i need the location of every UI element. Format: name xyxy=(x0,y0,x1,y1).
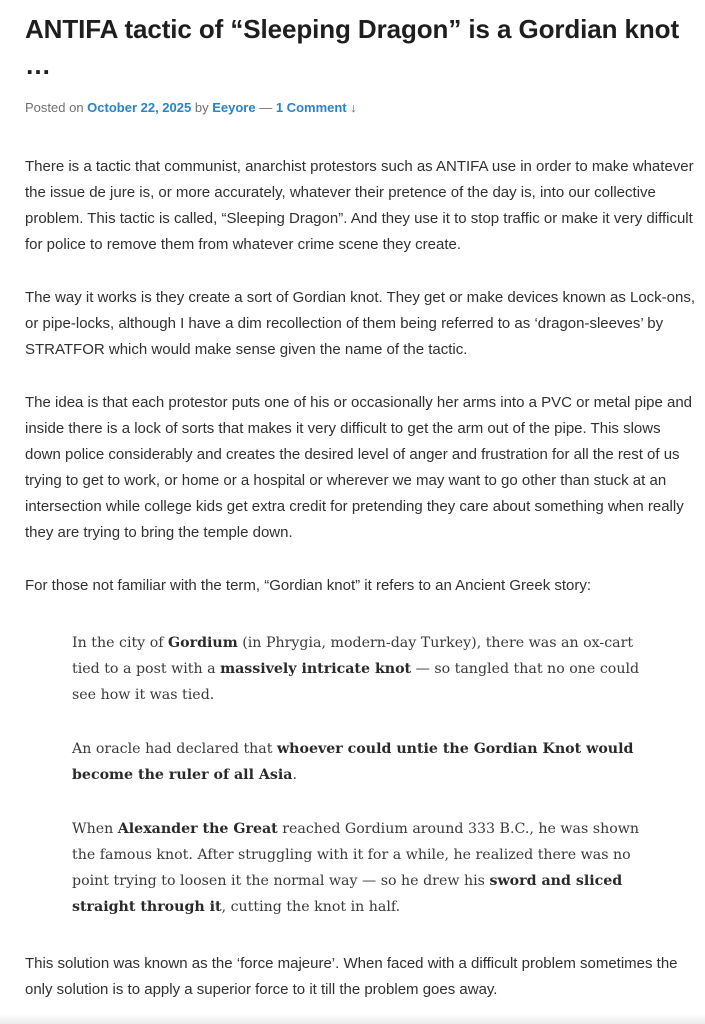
blog-post xyxy=(25,0,697,1003)
quote-bold-text: Alexander the Great xyxy=(117,821,278,837)
quote-bold-text: whoever could untie the Gordian Knot would become the ruler of all Asia xyxy=(72,741,634,783)
quote-text: When xyxy=(72,821,118,837)
by-label: by xyxy=(194,100,209,115)
quote-paragraph-oracle xyxy=(72,736,647,788)
quote-text: . xyxy=(292,767,297,783)
quote-text: , cutting the knot in half. xyxy=(221,899,401,915)
paragraph-how-it-works: The way it works is they create a sort of Gordian knot. They get or make devices known as Lock-ons, or pipe-locks, although I have a dim recollection of them being referred to as ‘dragon-sleeves’ by STRATFOR which would make sense given the name of the tactic. xyxy=(25,289,696,358)
paragraph-idea: The idea is that each protestor puts one of his or occasionally her arms into a PVC or metal pipe and inside there is a lock of sorts that makes it very difficult to get the arm out of the pipe. This slows down police considerably and creates the desired level of anger and frustration for all the rest of us trying to get to work, or home or a hospital or wherever we may want to go other than stuck at an intersection while college kids get extra credit for pretending they care about something when really they are trying to bring the temple down. xyxy=(25,394,693,541)
quote-text: An oracle had declared that xyxy=(72,741,277,757)
paragraph-intro: There is a tactic that communist, anarchist protestors such as ANTIFA use in order to make whatever the issue de jure is, or more accurately, whatever their pretence of the day is, into our collective problem. This tactic is called, “Sleeping Dragon”. And they use it to stop traffic or make it very difficult for police to remove them from whatever crime scene they create. xyxy=(25,158,694,253)
paragraph-gordian-intro: For those not familiar with the term, “Gordian knot” it refers to an Ancient Greek story: xyxy=(25,577,592,594)
posted-on-label: Posted on xyxy=(25,100,84,115)
quote-text: — so tangled that no one could see how it was tied. xyxy=(72,661,640,703)
bottom-fade xyxy=(0,1014,705,1024)
quote-text: (in Phrygia, modern-day Turkey), there was an ox-cart tied to a post with a xyxy=(72,635,634,677)
quote-text: In the city of xyxy=(72,635,169,651)
quote-paragraph-alexander xyxy=(72,816,647,920)
author-link[interactable]: Eeyore xyxy=(212,100,256,115)
post-meta xyxy=(25,99,697,117)
post-date-link[interactable]: October 22, 2025 xyxy=(87,100,192,115)
post-title: ANTIFA tactic of “Sleeping Dragon” is a Gordian knot … xyxy=(25,14,680,80)
comments-link[interactable]: 1 Comment ↓ xyxy=(275,100,357,115)
quote-text: reached Gordium around 333 B.C., he was shown the famous knot. After struggling with it for a while, he realized there was no point trying to loosen it the normal way — so he drew his xyxy=(72,821,640,889)
quote-bold-text: Gordium xyxy=(168,635,238,651)
gordian-knot-quote xyxy=(72,630,647,920)
quote-paragraph-gordium xyxy=(72,630,647,708)
paragraph-force-majeure: This solution was known as the ‘force majeure’. When faced with a difficult problem sometimes the only solution is to apply a superior force to it till the problem goes away. xyxy=(25,955,678,998)
quote-bold-text: massively intricate knot xyxy=(220,661,412,677)
quote-bold-text: sword and sliced straight through it xyxy=(72,873,623,915)
meta-separator: — xyxy=(259,100,273,115)
